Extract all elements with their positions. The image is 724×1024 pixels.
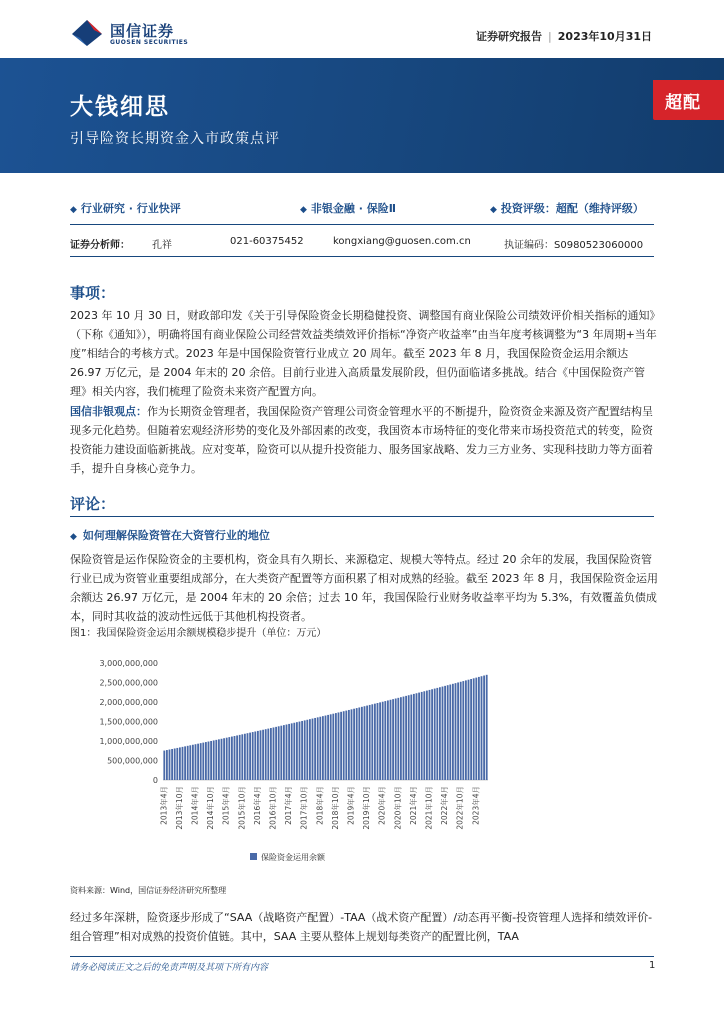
chart-bar bbox=[327, 715, 329, 780]
chart-bar bbox=[239, 735, 241, 780]
chart-bar bbox=[447, 685, 449, 780]
chart-bar bbox=[231, 737, 233, 780]
chart-bar bbox=[434, 689, 436, 780]
chart-bar bbox=[392, 699, 394, 780]
x-tick-label: 2014年4月 bbox=[190, 786, 200, 825]
chart-bar bbox=[431, 689, 433, 780]
guosen-logo-icon bbox=[70, 16, 104, 48]
chart-bar bbox=[254, 731, 256, 780]
chart-bar bbox=[413, 694, 415, 780]
chart-bar bbox=[179, 747, 181, 780]
chart-bar bbox=[262, 730, 264, 780]
chart-bar bbox=[351, 709, 353, 780]
chart-bar bbox=[475, 678, 477, 780]
analyst-email[interactable]: kongxiang@guosen.com.cn bbox=[333, 236, 471, 247]
y-tick-label: 500,000,000 bbox=[107, 756, 158, 766]
chart-bar bbox=[234, 736, 236, 780]
chart-bar bbox=[340, 712, 342, 780]
page-number: 1 bbox=[649, 960, 656, 971]
chart-bar bbox=[442, 687, 444, 780]
chart-bar bbox=[202, 743, 204, 780]
chart-bar bbox=[304, 720, 306, 780]
chart-bar bbox=[226, 738, 228, 780]
chart-bar bbox=[366, 706, 368, 780]
chart-bar bbox=[486, 675, 488, 780]
report-date: 2023年10月31日 bbox=[557, 30, 652, 43]
x-tick-label: 2015年10月 bbox=[237, 786, 247, 830]
chart-bar bbox=[356, 708, 358, 780]
chart-bar bbox=[374, 704, 376, 780]
chart-legend bbox=[250, 852, 326, 862]
footer-divider bbox=[70, 956, 654, 957]
chart-bar bbox=[223, 738, 225, 780]
chart-bar bbox=[299, 722, 301, 780]
chart-bar bbox=[457, 682, 459, 780]
x-tick-label: 2023年4月 bbox=[471, 786, 481, 825]
x-tick-label: 2019年4月 bbox=[346, 786, 356, 825]
chart-bar bbox=[257, 731, 259, 780]
chart-bar bbox=[317, 717, 319, 780]
chart-bar bbox=[473, 678, 475, 780]
chart-bar bbox=[345, 711, 347, 780]
chart-bar bbox=[371, 704, 373, 780]
chart-bar bbox=[377, 703, 379, 780]
chart-bar bbox=[343, 711, 345, 780]
x-tick-label: 2017年10月 bbox=[299, 786, 309, 830]
chart-bar bbox=[335, 713, 337, 780]
report-subtitle: 引导险资长期资金入市政策点评 bbox=[70, 131, 280, 147]
divider bbox=[70, 224, 654, 225]
view-text: 作为长期资金管理者，我国保险资产管理公司资金管理水平的不断提升，险资资金来源及资产配置结构呈现多元化趋势。但随着宏观经济形势的变化及外部因素的改变，我国资本市场特征的变化带来市场投资范式的转变，险资投资能力建设面临新挑战。应对变革，险资可以从提升投资能力、服务国家战略、发力三方业务、实现科技助力等方面着手，提升自身核心竞争力。 bbox=[70, 405, 653, 475]
chart-bar bbox=[379, 702, 381, 780]
report-meta: 证券研究报告 | 2023年10月31日 bbox=[476, 30, 652, 43]
analyst-license: 执证编码：S0980523060000 bbox=[504, 240, 644, 251]
diamond-icon: ◆ bbox=[70, 205, 77, 215]
legend-label: 保险资金运用余额 bbox=[261, 853, 325, 862]
chart-bar bbox=[296, 722, 298, 780]
chart-bar bbox=[408, 695, 410, 780]
chart-bar bbox=[189, 745, 191, 780]
matter-paragraph: 2023 年 10 月 30 日，财政部印发《关于引导保险资金长期稳健投资、调整国有商业保险公司绩效评价相关指标的通知》（下称《通知》），明确将国有商业保险公司经营效益类绩效评价指标“净资产收益率”由当年度考核调整为“3 年周期+当年度”相结合的考核方式。2023 年是中国保险资管行业成立 20 周年。截至 2023 年 8 月，我国保险资金运用余额达 26.97 万亿元，是 2004 年末的 20 余倍。目前行业进入高质量发展阶段，但仍面临诸多挑战。结合《中国保险资产管理》相关内容，我们梳理了险资未来资产配置方向。 bbox=[70, 309, 657, 398]
chart-bar bbox=[208, 742, 210, 780]
diamond-icon: ◆ bbox=[70, 532, 77, 542]
chart-bar bbox=[353, 709, 355, 780]
figure-source: 资料来源：Wind，国信证券经济研究所整理 bbox=[70, 886, 227, 895]
chart-bar bbox=[270, 728, 272, 780]
chart-bar bbox=[449, 685, 451, 780]
chart-bar bbox=[452, 684, 454, 780]
asset-balance-chart bbox=[70, 640, 658, 870]
x-tick-label: 2016年4月 bbox=[252, 786, 262, 825]
title-banner bbox=[0, 58, 724, 173]
brand-logo[interactable] bbox=[70, 16, 200, 50]
chart-bar bbox=[187, 746, 189, 780]
chart-bar bbox=[265, 729, 267, 780]
chart-bar bbox=[462, 681, 464, 780]
chart-bar bbox=[278, 726, 280, 780]
divider bbox=[70, 516, 654, 517]
chart-bar bbox=[293, 723, 295, 780]
legend-swatch bbox=[250, 853, 257, 860]
tag-industry-research: ◆ 行业研究 · 行业快评 bbox=[70, 202, 181, 215]
chart-bar bbox=[249, 733, 251, 780]
x-tick-label: 2014年10月 bbox=[206, 786, 216, 830]
chart-bar bbox=[384, 701, 386, 780]
x-tick-label: 2013年4月 bbox=[159, 786, 169, 825]
analyst-label: 证券分析师： bbox=[70, 240, 130, 251]
analyst-name: 孔祥 bbox=[152, 240, 172, 251]
y-tick-label: 3,000,000,000 bbox=[99, 659, 158, 668]
chart-bar bbox=[418, 693, 420, 780]
chart-bar bbox=[455, 683, 457, 780]
chart-bar bbox=[286, 725, 288, 780]
tag-sector: ◆ 非银金融 · 保险Ⅱ bbox=[300, 202, 397, 215]
chart-bar bbox=[361, 707, 363, 780]
diamond-icon: ◆ bbox=[300, 205, 307, 215]
chart-bar bbox=[213, 740, 215, 780]
chart-bar bbox=[169, 750, 171, 780]
comment-paragraph: 保险资管是运作保险资金的主要机构，资金具有久期长、来源稳定、规模大等特点。经过 20 余年的发展，我国保险资管行业已成为资管业重要组成部分，在大类资产配置等方面积累了相对成熟的经验。截至 2023 年 8 月，我国保险资金运用余额达 26.97 万亿元，是 2004 年末的 20 余倍；过去 10 年，我国保险行业财务收益率平均为 5.3%，有效覆盖负债成本，同时其收益的波动性远低于其他机构投资者。 bbox=[70, 553, 658, 623]
chart-bar bbox=[364, 706, 366, 780]
x-tick-label: 2019年10月 bbox=[362, 786, 372, 830]
chart-bar bbox=[348, 710, 350, 780]
chart-bar bbox=[358, 707, 360, 780]
chart-bar bbox=[192, 745, 194, 780]
chart-bar bbox=[369, 705, 371, 780]
y-tick-label: 1,000,000,000 bbox=[99, 737, 158, 746]
analyst-phone: 021-60375452 bbox=[230, 236, 304, 247]
chart-bar bbox=[444, 686, 446, 780]
x-tick-label: 2020年4月 bbox=[377, 786, 387, 825]
chart-bar bbox=[252, 732, 254, 780]
chart-bar bbox=[205, 742, 207, 780]
chart-bar bbox=[483, 676, 485, 780]
chart-bar bbox=[244, 734, 246, 780]
report-title: 大钱细思 bbox=[70, 94, 170, 120]
guosen-view-paragraph bbox=[70, 402, 658, 478]
chart-bar bbox=[275, 727, 277, 780]
chart-bar bbox=[439, 687, 441, 780]
chart-bar bbox=[171, 749, 173, 780]
chart-bar bbox=[314, 718, 316, 780]
x-tick-label: 2018年10月 bbox=[330, 786, 340, 830]
x-tick-label: 2021年4月 bbox=[408, 786, 418, 825]
y-tick-label: 0 bbox=[152, 776, 158, 785]
chart-bar bbox=[309, 719, 311, 780]
chart-bar bbox=[410, 695, 412, 780]
analyst-info bbox=[70, 236, 660, 250]
chart-bar bbox=[197, 744, 199, 780]
chart-bar bbox=[236, 735, 238, 780]
chart-bar bbox=[416, 693, 418, 780]
x-tick-label: 2018年4月 bbox=[315, 786, 325, 825]
chart-bar bbox=[390, 700, 392, 780]
x-tick-label: 2022年10月 bbox=[455, 786, 465, 830]
chart-bar bbox=[184, 746, 186, 780]
x-tick-label: 2021年10月 bbox=[424, 786, 434, 830]
chart-bar bbox=[400, 697, 402, 780]
chart-bar bbox=[163, 751, 165, 780]
chart-bar bbox=[166, 750, 168, 780]
y-tick-label: 2,500,000,000 bbox=[99, 678, 158, 688]
chart-bar bbox=[301, 721, 303, 780]
chart-bar bbox=[319, 717, 321, 780]
chart-bar bbox=[322, 716, 324, 780]
chart-bar bbox=[387, 700, 389, 780]
chart-bar bbox=[176, 748, 178, 780]
chart-bar bbox=[215, 740, 217, 780]
divider bbox=[70, 256, 654, 257]
chart-bar bbox=[273, 727, 275, 780]
chart-bar bbox=[403, 697, 405, 780]
section-title-matter: 事项： bbox=[70, 284, 116, 302]
chart-bar bbox=[241, 734, 243, 780]
rating-tag: 超配 bbox=[653, 80, 724, 120]
sub-heading: ◆ 如何理解保险资管在大资管行业的地位 bbox=[70, 529, 270, 542]
chart-bar bbox=[423, 691, 425, 780]
chart-bar bbox=[174, 748, 176, 780]
chart-bar bbox=[200, 743, 202, 780]
chart-bar bbox=[195, 744, 197, 780]
chart-bar bbox=[247, 733, 249, 780]
chart-bar bbox=[228, 737, 230, 780]
chart-bar bbox=[280, 726, 282, 780]
x-tick-label: 2013年10月 bbox=[174, 786, 184, 830]
x-tick-label: 2020年10月 bbox=[393, 786, 403, 830]
chart-bar bbox=[338, 712, 340, 780]
chart-bar bbox=[405, 696, 407, 780]
chart-bar bbox=[468, 680, 470, 780]
footer-disclaimer[interactable]: 请务必阅读正文之后的免责声明及其项下所有内容 bbox=[70, 963, 269, 973]
chart-bar bbox=[306, 720, 308, 780]
top-bar bbox=[0, 0, 724, 58]
value-chain-paragraph: 经过多年深耕，险资逐步形成了“SAA（战略资产配置）-TAA（战术资产配置）/动态再平衡-投资管理人选择和绩效评价-组合管理”相对成熟的投资价值链。其中，SAA 主要从整体上规划每类资产的配置比例，TAA bbox=[70, 911, 653, 943]
chart-bar bbox=[325, 716, 327, 780]
y-tick-label: 1,500,000,000 bbox=[99, 717, 158, 727]
chart-bar bbox=[330, 714, 332, 780]
figure-caption: 图1：我国保险资金运用余额规模稳步提升（单位：万元） bbox=[70, 628, 327, 639]
chart-bar bbox=[426, 691, 428, 780]
brand-name-cn: 国信证券 bbox=[110, 22, 175, 40]
chart-bar bbox=[291, 723, 293, 780]
diamond-icon: ◆ bbox=[490, 205, 497, 215]
chart-bar bbox=[182, 747, 184, 780]
chart-bar bbox=[397, 698, 399, 780]
tag-rating: ◆ 投资评级：超配（维持评级） bbox=[490, 202, 644, 215]
chart-bar bbox=[478, 677, 480, 780]
x-tick-label: 2016年10月 bbox=[268, 786, 278, 830]
chart-bar bbox=[312, 719, 314, 780]
classification-tags bbox=[70, 200, 660, 216]
chart-bar bbox=[267, 729, 269, 780]
chart-bar bbox=[429, 690, 431, 780]
brand-name-en: GUOSEN SECURITIES bbox=[110, 39, 189, 46]
chart-bar bbox=[288, 724, 290, 780]
x-tick-label: 2022年4月 bbox=[440, 786, 450, 825]
chart-bar bbox=[283, 725, 285, 780]
section-title-comment: 评论： bbox=[70, 495, 116, 513]
chart-bar bbox=[221, 739, 223, 780]
y-tick-label: 2,000,000,000 bbox=[99, 698, 158, 707]
x-tick-label: 2017年4月 bbox=[284, 786, 294, 825]
chart-bar bbox=[382, 702, 384, 780]
chart-bar bbox=[421, 692, 423, 780]
chart-bar bbox=[332, 714, 334, 780]
chart-bar bbox=[210, 741, 212, 780]
chart-bar bbox=[470, 679, 472, 780]
x-tick-label: 2015年4月 bbox=[221, 786, 231, 825]
chart-bar bbox=[465, 680, 467, 780]
report-type: 证券研究报告 bbox=[476, 30, 543, 43]
chart-bar bbox=[481, 676, 483, 780]
view-label: 国信非银观点： bbox=[70, 405, 147, 418]
chart-bar bbox=[460, 682, 462, 780]
chart-bar bbox=[395, 699, 397, 781]
chart-bar bbox=[260, 730, 262, 780]
chart-bar bbox=[436, 688, 438, 780]
chart-bar bbox=[218, 739, 220, 780]
